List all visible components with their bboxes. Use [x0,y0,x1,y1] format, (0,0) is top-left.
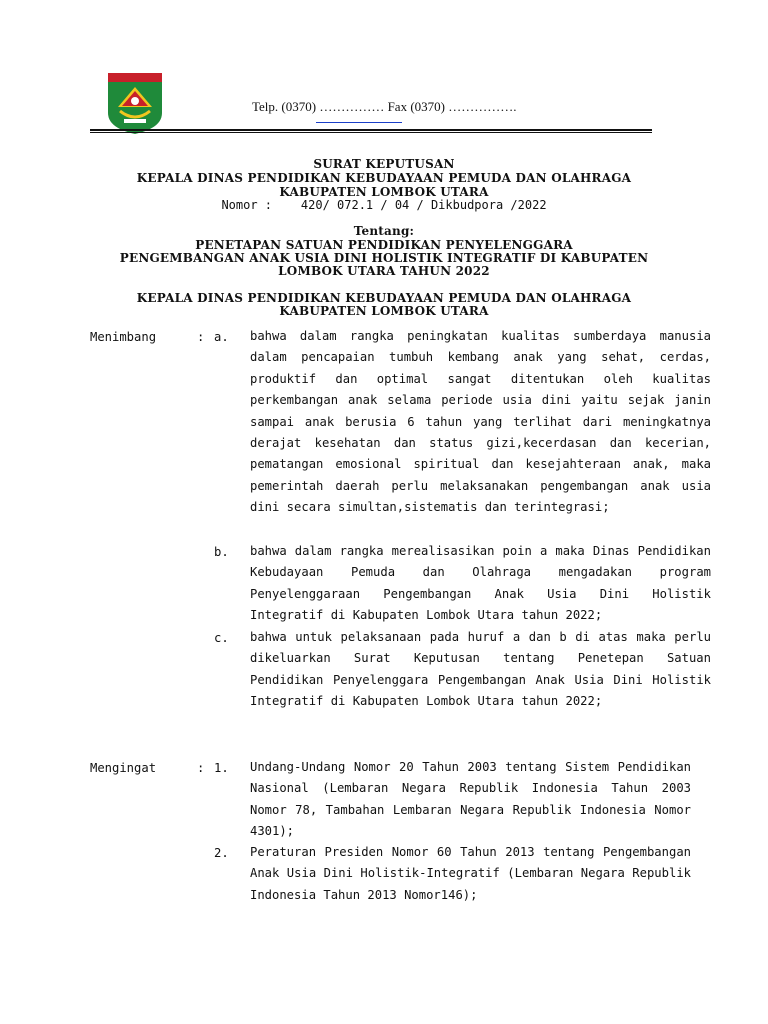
decree-number: Nomor : 420/ 072.1 / 04 / Dikbudpora /2022 [221,198,547,212]
mengingat-item-2: Peraturan Presiden Nomor 60 Tahun 2013 tentang Pengembangan Anak Usia Dini Holistik-Integratif (Lembaran Negara Republik Indonesia Tahun 2013 Nomor146); [250,845,691,902]
menimbang-item-c: bahwa untuk pelaksanaan pada huruf a dan b di atas maka perlu dikeluarkan Surat Keputusan tentang Penetepan Satuan Pendidikan Penyelenggara Pengembangan Anak Usia Dini Holistik Integratif di Kabupaten Lombok Utara tahun 2022; [250,630,711,709]
office-title: KEPALA DINAS PENDIDIKAN KEBUDAYAAN PEMUDA DAN OLAHRAGA [136,171,632,185]
mengingat-colon: : [197,761,205,775]
mengingat-label: Mengingat [90,761,157,775]
subject-line-1: PENETAPAN SATUAN PENDIDIKAN PENYELENGGARA [195,238,573,252]
subject-line-3: LOMBOK UTARA TAHUN 2022 [278,264,490,278]
issuer-line-1: KEPALA DINAS PENDIDIKAN KEBUDAYAAN PEMUDA DAN OLAHRAGA [136,291,632,305]
subject-line-2: PENGEMBANGAN ANAK USIA DINI HOLISTIK INTEGRATIF DI KABUPATEN [119,251,649,265]
item-mark: b. [214,545,229,559]
regency-title: KABUPATEN LOMBOK UTARA [279,185,489,199]
tentang-label: Tentang: [353,224,415,238]
menimbang-label: Menimbang [90,330,157,344]
item-mark: 2. [214,846,229,860]
menimbang-item-a: bahwa dalam rangka peningkatan kualitas sumberdaya manusia dalam pencapaian tumbuh kembang anak yang sehat, cerdas, produktif dan optimal sangat ditentukan oleh kualitas perkembangan anak selama periode usia dini yaitu sejak janin sampai anak berusia 6 tahun yang terlihat dari meningkatnya derajat kesehatan dan status gizi,kecerdasan dan kecerian, pematangan emosional spiritual dan kesejahteraan anak, maka pemerintah daerah perlu melaksanakan pengembangan anak usia dini secara simultan,sistematis dan terintegrasi; [250,329,711,515]
mengingat-item-1: Undang-Undang Nomor 20 Tahun 2003 tentang Sistem Pendidikan Nasional (Lembaran Negara Republik Indonesia Tahun 2003 Nomor 78, Tambahan Lembaran Negara Republik Indonesia Nomor 4301); [250,760,691,839]
doc-type-title: SURAT KEPUTUSAN [313,157,455,171]
underlined-link[interactable] [316,122,402,123]
regency-logo-emblem [108,73,162,135]
item-mark: 1. [214,761,229,775]
item-mark: c. [214,631,229,645]
menimbang-item-b: bahwa dalam rangka merealisasikan poin a maka Dinas Pendidikan Kebudayaan Pemuda dan Olahraga mengadakan program Penyelenggaraan Pengembangan Anak Usia Dini Holistik Integratif di Kabupaten Lombok Utara tahun 2022; [250,544,711,623]
issuer-line-2: KABUPATEN LOMBOK UTARA [279,304,489,318]
letterhead-rule-thin [90,132,652,133]
contact-line: Telp. (0370) …………… Fax (0370) ……………. [252,99,517,114]
letterhead-rule-thick [90,129,652,131]
item-mark: a. [214,330,229,344]
menimbang-colon: : [197,330,205,344]
